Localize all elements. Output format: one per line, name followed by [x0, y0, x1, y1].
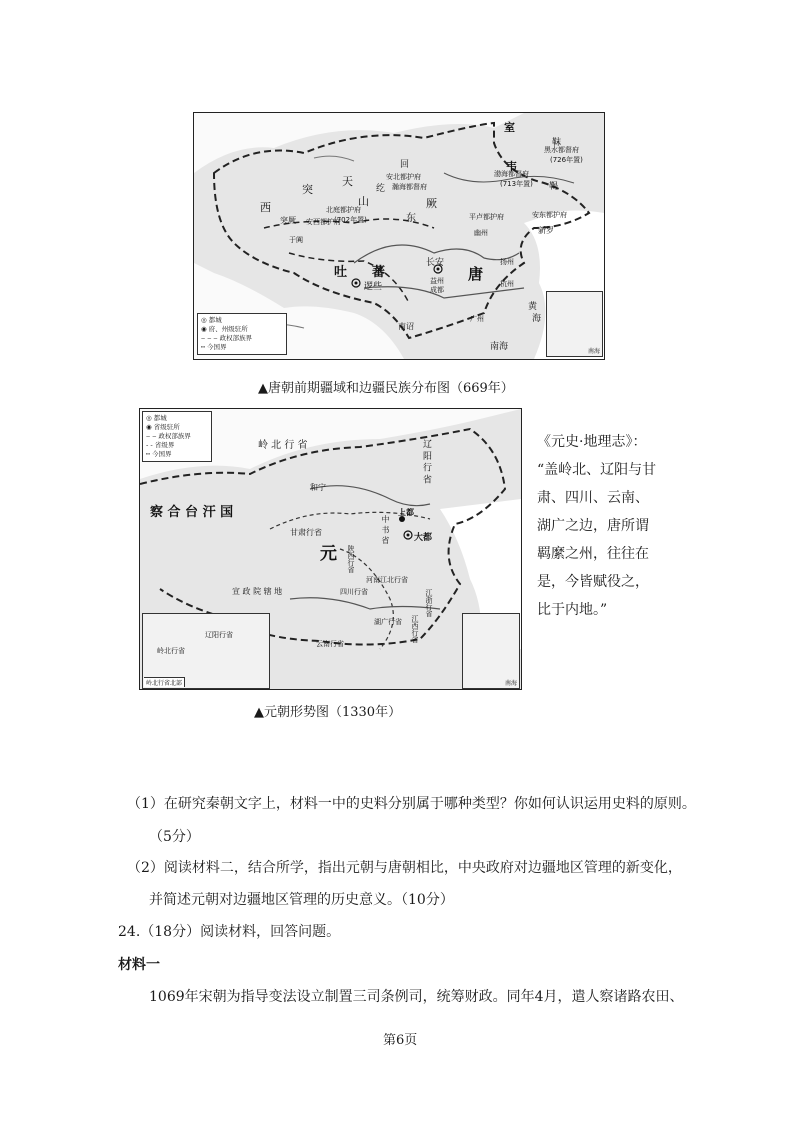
label-tian: 天	[342, 175, 353, 188]
yuan-legend-modern: ┅ 今国界	[146, 450, 172, 458]
yuan-legend-capital-label: 都城	[153, 414, 167, 422]
yuan-inset-foot: 岭北行省北部	[144, 677, 185, 687]
label-lingbei: 岭 北 行 省	[258, 440, 308, 451]
legend-office-label: 府、州级驻所	[208, 325, 248, 333]
quote-line-3: 肃、四川、云南、	[537, 490, 649, 506]
label-bohai: 渤海都督府	[494, 170, 529, 178]
label-xuanzheng: 宣 政 院 辖 地	[232, 587, 283, 596]
label-changan: 长安	[426, 258, 445, 268]
label-guangzhou: 广州	[470, 315, 484, 323]
question-1-line-1: （1）在研究秦朝文字上，材料一中的史料分别属于哪种类型？你如何认识运用史料的原则。	[127, 796, 696, 812]
legend-office: ◉ 府、州级驻所	[201, 325, 248, 333]
yuan-map	[139, 408, 522, 690]
label-tujue-1: 突	[302, 183, 313, 196]
tang-map-caption: ▲唐朝前期疆域和边疆民族分布图（669年）	[258, 381, 514, 396]
yuan-inset-south	[462, 613, 520, 689]
label-nanhai: 南海	[490, 342, 509, 352]
legend-modern: ┅ 今国界	[201, 343, 227, 351]
yuan-legend-border: ‒ ‒ 政权部族界	[146, 432, 191, 440]
label-hanhai: 瀚海都督府	[392, 183, 427, 191]
page-number: 第6页	[383, 1033, 418, 1048]
label-tang: 唐	[468, 265, 484, 283]
yuan-inset-north	[142, 613, 270, 689]
tang-inset-label: 南海	[587, 348, 600, 355]
label-huanghai-2: 海	[532, 314, 542, 324]
label-heishui: 黑水都督府	[544, 146, 579, 154]
label-bohai-year: (713年置)	[500, 180, 533, 188]
question-2-line-2: 并简述元朝对边疆地区管理的历史意义。（10分）	[149, 892, 454, 908]
quote-line-6: 是，今皆赋役之，	[537, 574, 649, 590]
question-1-line-2: （5分）	[149, 829, 200, 845]
label-yunnan: 云南行省	[316, 640, 344, 648]
quote-line-5: 羁縻之州，往往在	[537, 546, 649, 562]
label-anxi: 安西都护府	[306, 218, 341, 226]
label-jiangxi: 江西行省	[411, 615, 419, 643]
label-beiting: 北庭都护府	[326, 206, 361, 214]
yuan-geography-quote	[537, 428, 656, 624]
legend-capital: ◎ 都城	[201, 316, 222, 324]
tang-map	[193, 112, 605, 360]
yuan-legend-office-label: 省级驻所	[153, 423, 180, 431]
yuan-legend-office: ◉ 省级驻所	[146, 423, 180, 431]
label-pinglu: 平卢都护府	[469, 213, 504, 221]
quote-line-2: “盖岭北、辽阳与甘	[537, 462, 657, 478]
legend-border-label: 政权部族界	[219, 334, 253, 342]
label-huanghai-1: 黄	[528, 302, 538, 312]
label-heishui-year: (726年置)	[550, 156, 583, 164]
label-yuan: 元	[320, 544, 337, 564]
label-year702: (702年置)	[334, 216, 367, 224]
label-shangdu: 上都	[398, 508, 414, 517]
label-dong: 东	[406, 213, 416, 224]
material-1-text: 1069年宋朝为指导变法设立制置三司条例司，统筹财政。同年4月，遣人察诸路农田、	[149, 989, 684, 1005]
label-chengdu: 成都	[430, 286, 444, 294]
label-dadu: 大都	[414, 533, 433, 543]
legend-modern-label: 今国界	[206, 343, 227, 351]
label-sichuan: 四川行省	[340, 588, 368, 596]
label-yangzhou: 扬州	[500, 258, 514, 266]
yuan-legend-capital: ◎ 都城	[146, 414, 167, 422]
label-wei: 韦	[506, 160, 517, 173]
yuan-legend-border-label: 政权部族界	[158, 432, 191, 440]
yuan-legend-province: - - 省级界	[146, 441, 175, 449]
quote-line-7: 比于内地。”	[537, 602, 608, 618]
tang-legend	[197, 313, 287, 355]
yuan-inset-nanhai: 南海	[504, 680, 517, 687]
label-henan: 河南江北行省	[366, 576, 408, 584]
label-yutian: 于阗	[289, 236, 303, 244]
yuan-inset-lingbei: 岭北行省	[157, 647, 185, 655]
label-shan: 山	[358, 195, 369, 208]
label-tufan-2: 蕃	[372, 265, 386, 280]
question-24-heading: 24.（18分）阅读材料，回答问题。	[118, 924, 341, 940]
material-1-label: 材料一	[118, 957, 160, 973]
label-yizhou: 益州	[430, 277, 444, 285]
legend-capital-label: 都城	[208, 316, 222, 324]
label-huihu-2: 纥	[376, 184, 386, 194]
label-youzhou: 幽州	[474, 229, 488, 237]
quote-line-4: 湖广之边，唐所谓	[537, 518, 649, 534]
label-chahetai: 察 合 台 汗 国	[150, 505, 234, 520]
label-andong: 安东都护府	[532, 211, 567, 219]
label-luoxie: 逻些	[364, 282, 383, 292]
label-anbei: 安北都护府	[386, 173, 421, 181]
label-shaanxi: 陕西行省	[347, 545, 355, 573]
label-shiwei: 室	[504, 121, 515, 134]
yuan-legend-modern-label: 今国界	[151, 450, 172, 458]
question-2-line-1: （2）阅读材料二，结合所学，指出元朝与唐朝相比，中央政府对边疆地区管理的新变化，	[127, 860, 682, 876]
label-huihu-1: 回	[400, 160, 410, 170]
label-tujue-west: 突厥	[280, 216, 296, 225]
label-liaoyang: 辽 阳 行 省	[421, 439, 431, 484]
quote-line-1: 《元史·地理志》：	[537, 434, 647, 450]
label-mohe-2: 鞨	[549, 182, 559, 192]
legend-border: ‒ ‒ ‒ 政权部族界	[201, 334, 253, 342]
label-xi: 西	[260, 201, 271, 214]
label-helin: 和宁	[310, 483, 326, 492]
label-tujue-2: 厥	[426, 197, 437, 210]
yuan-legend	[142, 411, 212, 462]
yuan-legend-province-label: 省级界	[154, 441, 175, 449]
label-jiangzhe: 江浙行省	[425, 589, 433, 617]
label-mohe-1: 靺	[552, 138, 562, 148]
label-nanzhao: 南诏	[398, 322, 414, 331]
label-zhongshu: 中 书 省	[381, 515, 390, 545]
yuan-inset-liaoyang: 辽阳行省	[205, 631, 233, 639]
tang-inset-map	[546, 291, 603, 357]
label-tufan-1: 吐	[334, 265, 348, 280]
label-huguang: 湖广行省	[374, 618, 402, 626]
yuan-map-caption: ▲元朝形势图（1330年）	[254, 705, 402, 720]
label-hangzhou: 杭州	[500, 280, 514, 288]
label-gansu: 甘肃行省	[290, 528, 322, 537]
label-xinluo: 新罗	[538, 226, 554, 235]
